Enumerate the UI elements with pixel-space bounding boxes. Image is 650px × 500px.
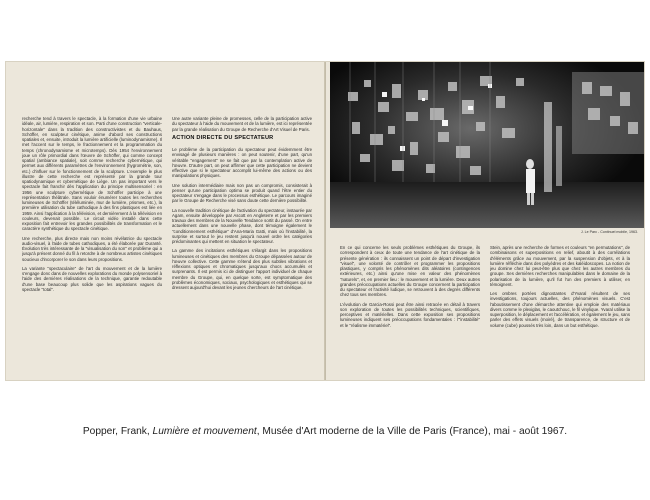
section-heading: ACTION DIRECTE DU SPECTATEUR xyxy=(172,134,274,141)
left-column-1 xyxy=(22,116,162,378)
citation-footer xyxy=(0,426,650,437)
paragraph: La nouvelle tradition cinétique de l'activation du spectateur, instaurée par Agam, ensuite développée par Ascott en Angleterre et par les premiers travaux des membres de la Nouvelle Tendance sortit du passé. On entre actuellement dans une nouvelle phase, dont témoigne également le "conditionnement esthétique" d'Ana-Maria Gatti, mais où l'instabilité, la surprise et surtout le jeu restent jusqu'à nouvel ordre les catégories prédominantes qui mettent en situation le spectateur. xyxy=(172,207,312,244)
paragraph: La variante "spectaculaire" de l'art du mouvement et de la lumière s'engage donc dans de nouvelles explorations du monde polysensoriel à l'aide des dernières réalisations de la technique, garantie redoutable d'une base beaucoup plus solide que les aspirations vagues du spectacle "total". xyxy=(22,265,162,292)
paragraph: Une solution intermédiaire mais non pas un compromis, consisterait à penser qu'une participation optima se produit quand l'être entier du spectateur s'engage dans le processus esthétique. Le parcours imaginé par le Groupe de Recherche visé sans doute cette dernière possibilité. xyxy=(172,182,312,204)
paragraph: Le problème de la participation du spectateur peut évidemment être envisagé de plusieurs manières : on peut soutenir, d'une part, qu'un véritable "engagement" ne se fait que par la contemplation active de l'œuvre. D'autre part, on peut affirmer que cette participation ne devient effective que si le spectateur accomplit lui-même des actions ou des manipulations physiques. xyxy=(172,147,312,179)
paragraph: La gamme des incitations esthétiques s'élargit dans les propositions lumineuses et cinétiques des membres du Groupe dépassées autour de l'œuvre collective. Cette gamme s'étend des plus subtiles vibrations et réflexions optiques et chromatiques jusqu'aux chocs accumulés et surprenants. Il est permis ici de distinguer l'apport individuel de chaque membre du Groupe, qui, en quelque sorte, est symptomatique des problèmes économiques, sociaux, psychologiques et esthétiques qui se dressent aujourd'hui devant les jeunes chercheurs de l'art cinétique. xyxy=(172,248,312,290)
paragraph: L'évolution de Garcia-Rossi peut être ainsi retracée en détail à travers son exploration de toutes les possibilités techniques, scientifiques, perceptives et matérielles. Dans cette exposition ses propositions lumineuses indiquent ses préoccupations fondamentales : l'"instabilité" et le "réalisme immatériel". xyxy=(340,301,480,328)
paragraph: Une recherche, plus directe mais non moins révélatrice du spectacle audio-visuel, à l'aide de tubes cathodiques, a été élaborée par Duranté. Évolution très intéressante de la "visualisation du son" et problème qui a jusqu'à présent donné du fil à retordre à de nombreux artistes cinétiques soucieux d'incorporer le son dans leurs propositions. xyxy=(22,235,162,262)
paragraph: En ce qui concerne les seuls problèmes esthétiques du Groupe, ils correspondent à ceux de toute une tendance de l'art cinétique de la présente génération : ils connaissent un point de départ d'investigation "visuel", une volonté de contrôler et programmer les propositions plastiques, y compris les phénomènes dits aléatoires (contingences extérieures, etc.) ainsi qu'une mise en valeur des phénomènes "naturels", et, en premier lieu : le mouvement et la lumière. Deux autres grandes préoccupations actuelles du Groupe concernent la participation du spectateur et l'activité ludique, se retrouvent à des degrés différents chez tous ses membres. xyxy=(340,245,480,298)
photo-caption: J. Le Parc - Continuel mobile, 1963. xyxy=(580,230,638,234)
paragraph: Stein, après une recherche de formes et couleurs "en permutations", de combinaisons et superpositions en relief, aboutit à des corrélations d'éléments grâce au mouvement, par la suspension d'objets, et à la lumière réfléchie dans des polyèdres et des kaléidoscopes. La notion de jeu domine chez lui peut-être plus que chez les autres membres du groupe. Ses dernières recherches manipulables dans le domaine de la polarisation de la lumière, qu'il fut l'un des premiers à utiliser, en témoignent. xyxy=(490,245,630,287)
right-page xyxy=(326,62,644,380)
paragraph: Les ombres portées dignostantes d'Yvaral résultent de ses investigations, toujours actuelles, des phénomènes visuels. C'est l'aboutissement d'une démarche attentive qui emploie des matériaux divers comme le plexiglas, le caoutchouc, le fil vinylique. Yvaral utilise la superposition, le déplacement et l'accélération, et également le jeu, sans parler des effets visuels (moiré), de transparence, de structure et de volume (cube) poussés très loin, dans un but esthétique. xyxy=(490,291,630,328)
right-column-2 xyxy=(490,245,630,377)
paragraph: recherche tend à travers le spectacle, à la formation d'une vie urbaine idéale, air, lumière, respiration et son. Parti d'une construction "verticale-horizontale" dans la tradition des constructivistes et du Bauhaus, Schöffer, en sculpteur cinétique, anime d'abord ses constructions spatiales et, ensuite, introduit la lumière artificielle (luminodynamisme). Il met l'accent sur le temps, le fractionnement et la programmation du temps (chronodynamisme et microtemps). Dès 1954 l'environnement joue un rôle primordial dans l'œuvre de Schöffer, qui comme concept spatial (ambiance spatiale), soit comme recherche cybernétique, qui permet aux différents paramètres de l'environnement (hygrométrie, son, etc.) d'influer sur le fonctionnement de la sculpture. L'exemple le plus illustre de cette recherche est représenté par la grande tour spatiodynamique et cybernétique de Liège. Un pas important vers le spectacle fait franchir dès l'application du principe multisensoriel : en 1956 une sculpture cybernétique de Schöffer participe à une représentation théâtrale. Sans vouloir énumérer toutes les recherches lumineuses de Schöffer (téléluminée, mur de lumière, prismes, etc.), la première utilisation du tube cathodique à des fins plastiques est liée en 1959. Ainsi l'application à la télévision, et dernièrement à la télévision en couleurs, devenait possible. Le circuit vidéo installé dans cette exposition fait entrevoir les grandes possibilités de transformation et le caractère synthétique du spectacle cinétique. xyxy=(22,116,162,232)
citation-prefix: Popper, Frank, xyxy=(82,426,153,437)
right-column-1 xyxy=(340,245,480,377)
kinetic-installation-image xyxy=(330,62,644,228)
book-spread xyxy=(6,62,644,380)
left-page xyxy=(6,62,326,380)
paragraph: Une autre variante pleine de promesses, celle de la participation active du spectateur à l'aide du mouvement et de la lumière, est ici représentée par la grande réalisation du Groupe de Recherche d'Art Visuel de Paris. xyxy=(172,116,312,132)
citation-suffix: , Musée d'Art moderne de la Ville de Paris (France), mai - août 1967. xyxy=(256,426,568,437)
artwork-photo xyxy=(330,62,644,228)
citation-title: Lumière et mouvement xyxy=(152,426,257,437)
left-column-2 xyxy=(172,116,312,378)
